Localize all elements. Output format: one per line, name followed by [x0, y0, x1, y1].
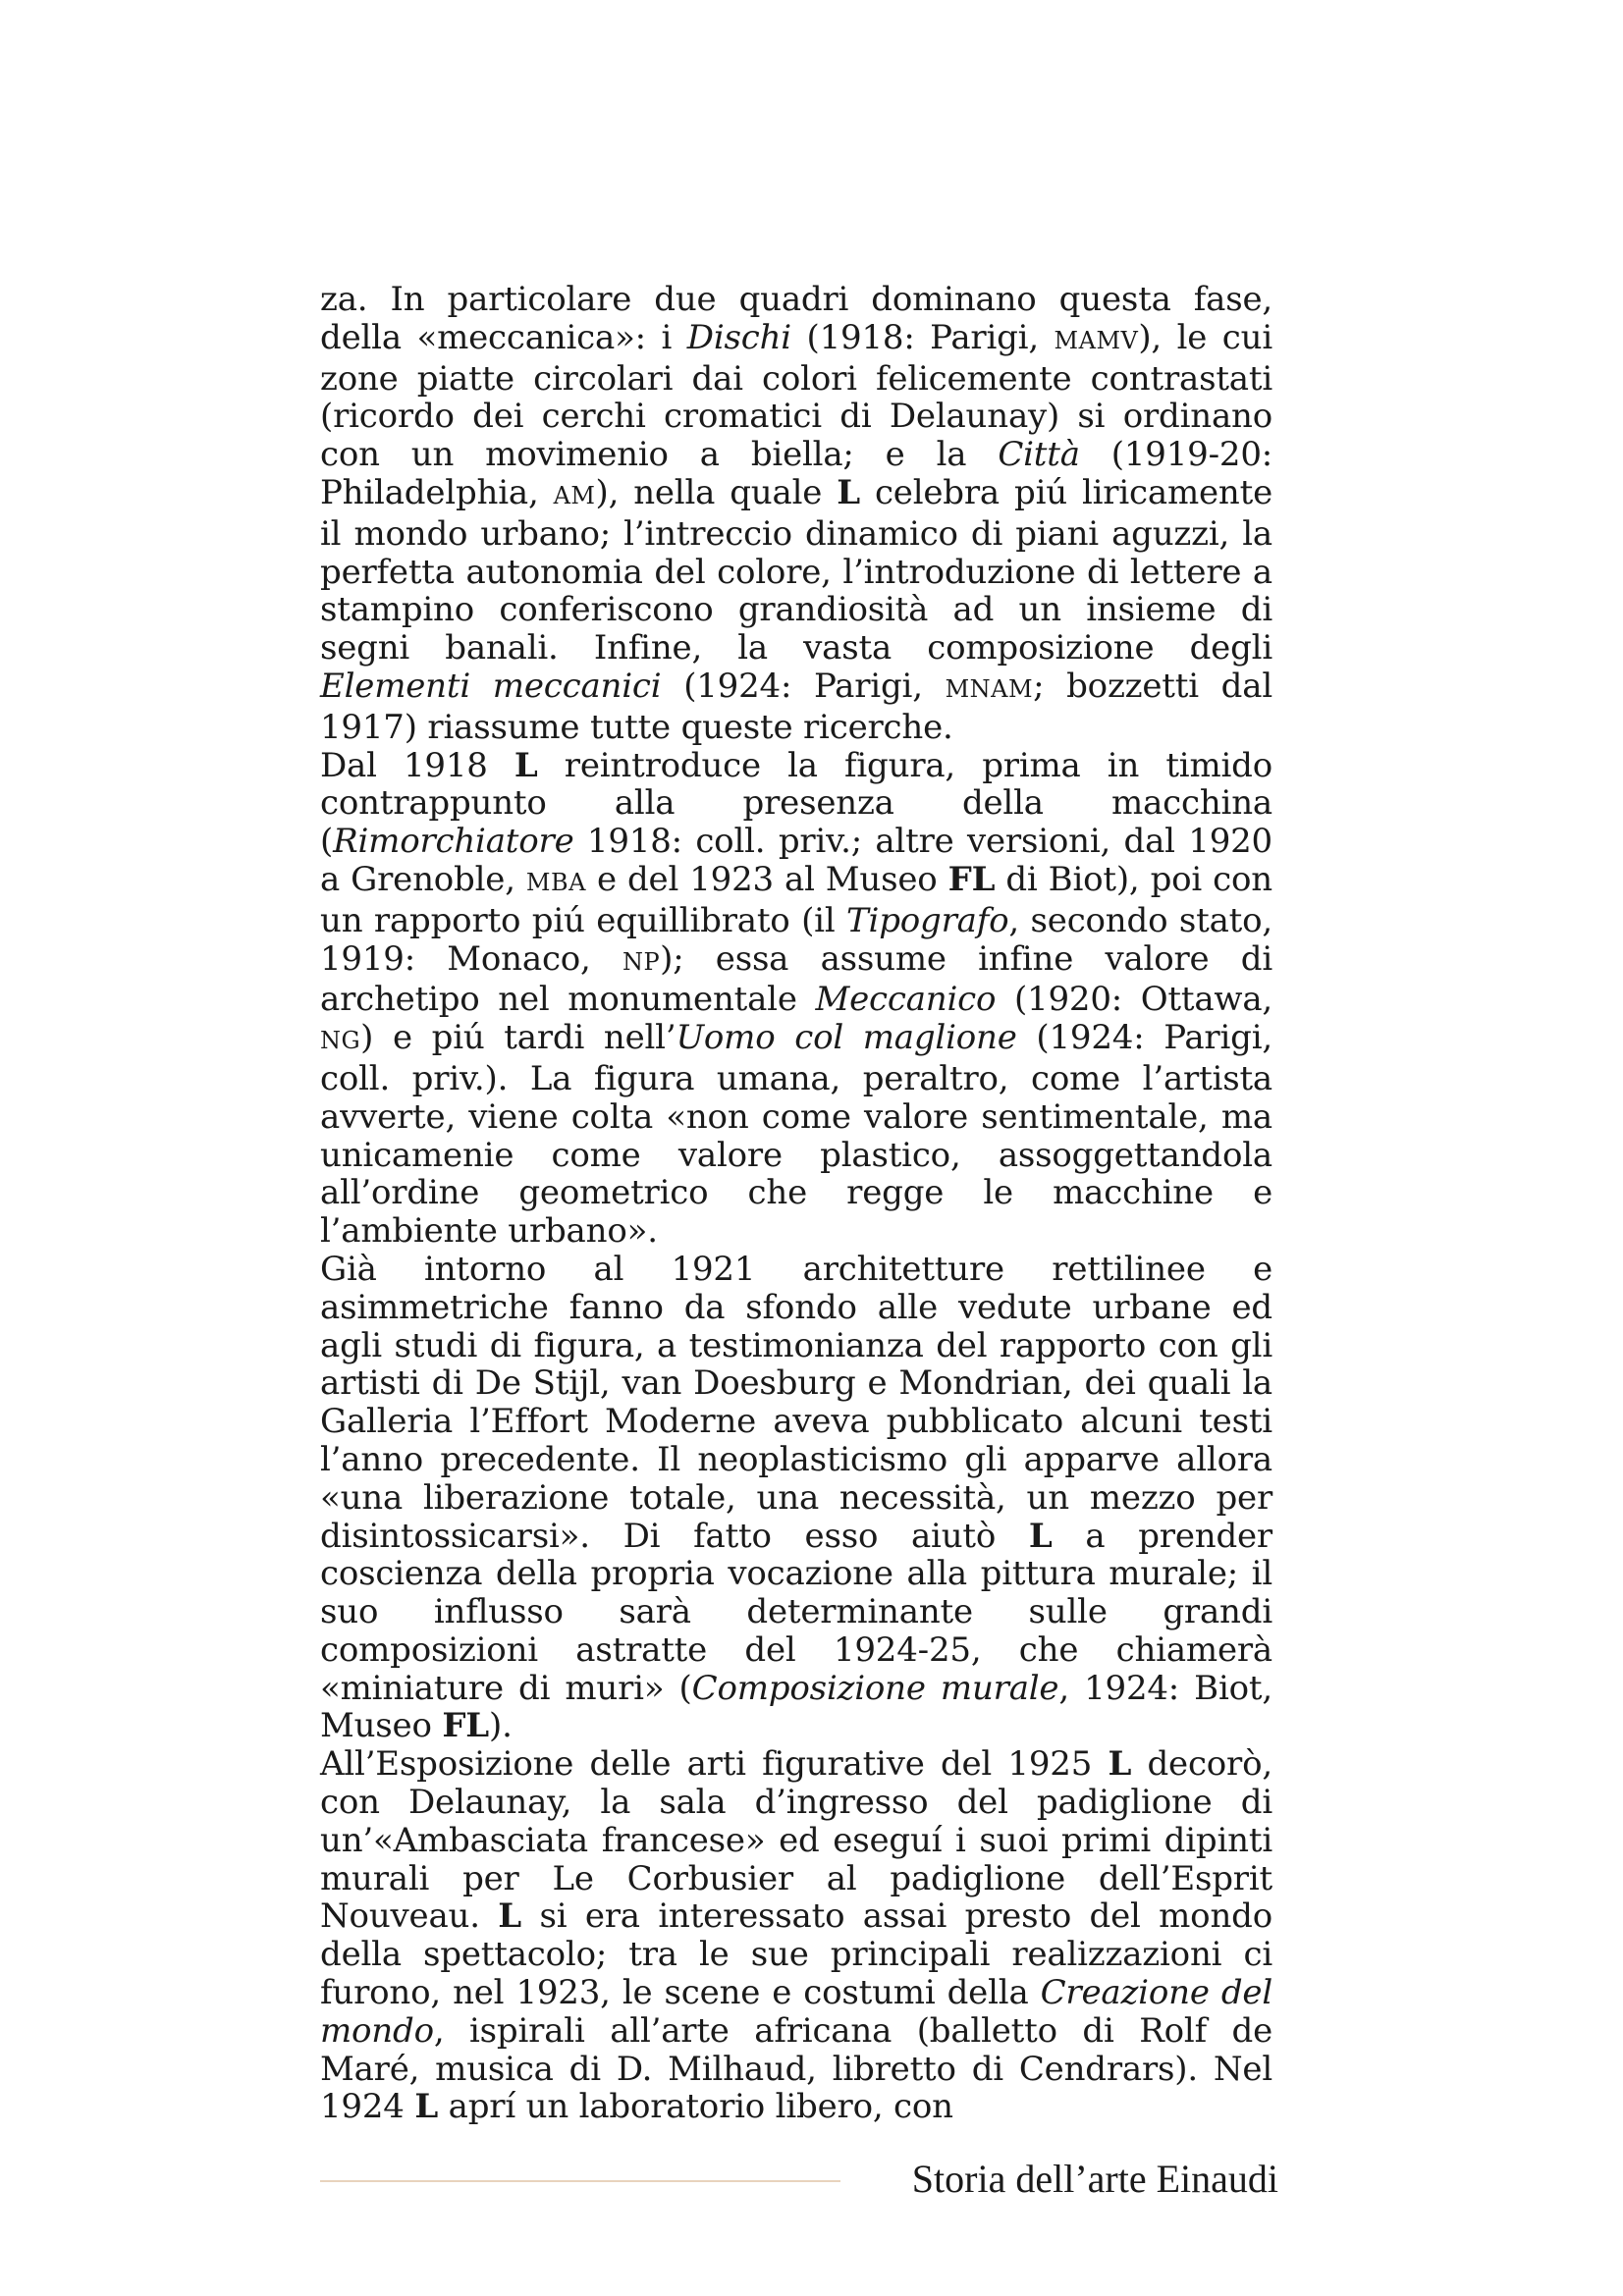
text-segment: ). [489, 1706, 513, 1746]
text-segment: Dischi [686, 317, 791, 357]
text-segment: (1924: Parigi, [661, 666, 946, 706]
text-segment: ), nella quale [595, 472, 838, 512]
text-segment: Tipografo [846, 900, 1009, 940]
text-segment: , 1924: Biot, Museo [320, 1668, 1272, 1746]
text-segment: (1919-20: Philadelphia, [320, 435, 1273, 512]
text-segment: NP [622, 947, 661, 976]
text-segment: L [414, 2087, 439, 2127]
text-segment: ), le cui zone piatte circolari dai colori felicemente contrastati (ricordo dei cerchi cromatici di Delaunay) si ordinano con un movimenio a biella; e la [320, 317, 1272, 475]
text-segment: aprí un laboratorio libero, con [438, 2087, 953, 2127]
paragraph [320, 747, 1272, 1251]
text-segment: Dal 1918 [320, 745, 514, 785]
footer-rule [320, 2180, 840, 2182]
body-text [320, 281, 1272, 2126]
footer-title: Storia dell’arte Einaudi [911, 2157, 1278, 2201]
text-segment: za. In particolare due quadri dominano questa fase, della «meccanica»: i [320, 280, 1272, 357]
text-segment: e del 1923 al Museo [585, 859, 948, 899]
text-segment: Creazione del mondo [320, 1973, 1272, 2051]
text-segment: (1920: Ottawa, [996, 980, 1272, 1020]
text-segment: (1918: Parigi, [790, 317, 1055, 357]
text-segment: Città [998, 435, 1080, 475]
paragraph [320, 1251, 1272, 1745]
text-segment: All’Esposizione delle arti figurative del 1925 [320, 1744, 1109, 1785]
text-segment: L [837, 472, 860, 512]
text-segment: ); essa assume infine valore di archetipo nel monumentale [320, 938, 1272, 1020]
text-segment: MNAM [945, 674, 1034, 703]
text-segment: a prender coscienza della propria vocazione alla pittura murale; il suo influsso sarà determinante sulle grandi composizioni astratte del 1924-25, che chiamerà «miniature di muri» ( [320, 1516, 1272, 1708]
text-segment: Elementi meccanici [320, 666, 662, 706]
text-segment: decorò, con Delaunay, la sala d’ingresso del padiglione di un’«Ambasciata francese» ed eseguí i suoi primi dipinti murali per Le Corbusier al padiglione dell’Esprit Nouveau. [320, 1744, 1272, 1937]
text-segment: FL [947, 859, 996, 899]
text-segment: (1924: Parigi, coll. priv.). La figura umana, peraltro, come l’artista avverte, viene colta «non come valore sentimentale, ma unicamenie come valore plastico, assoggettandola all’ordine geometrico che regge le macchine e l’ambiente urbano». [320, 1018, 1272, 1252]
text-segment: reintroduce la figura, prima in timido contrappunto alla presenza della macchina ( [320, 745, 1273, 862]
paragraph [320, 281, 1272, 747]
text-segment: Uomo col maglione [676, 1018, 1017, 1058]
text-segment: Meccanico [815, 980, 997, 1020]
text-segment: Composizione murale [691, 1668, 1059, 1708]
text-segment: celebra piú liricamente il mondo urbano; l’intreccio dinamico di piani aguzzi, la perfetta autonomia del colore, l’introduzione di lettere a stampino conferiscono grandiosità ad un insieme di segni banali. Infine, la vasta composizione degli [320, 472, 1272, 668]
text-segment: MAMV [1054, 326, 1139, 354]
text-segment: si era interessato assai presto del mondo della spettacolo; tra le sue principali realizzazioni ci furono, nel 1923, le scene e costumi della [320, 1896, 1272, 2013]
text-segment: , secondo stato, 1919: Monaco, [320, 900, 1272, 979]
text-segment: L [1028, 1516, 1053, 1556]
text-segment: , ispirali all’arte africana (balletto di Rolf de Maré, musica di D. Milhaud, libretto di Cendrars). Nel 1924 [320, 2010, 1272, 2127]
text-segment: ) e piú tardi nell’ [360, 1018, 676, 1058]
text-segment: NG [320, 1027, 361, 1055]
text-segment: L [498, 1896, 521, 1937]
text-segment: AM [553, 481, 596, 509]
text-segment: di Biot), poi con un rapporto piú equillibrato (il [320, 859, 1272, 940]
text-segment: MBA [525, 868, 586, 896]
text-segment: FL [442, 1706, 490, 1746]
paragraph [320, 1745, 1272, 2126]
text-segment: L [514, 745, 538, 785]
text-segment: 1918: coll. priv.; altre versioni, dal 1920 a Grenoble, [320, 822, 1272, 899]
text-segment: Già intorno al 1921 architetture rettilinee e asimmetriche fanno da sfondo alle vedute urbane ed agli studi di figura, a testimonianza del rapporto con gli artisti di De Stijl, van Doesburg e Mondrian, dei quali la Galleria l’Effort Moderne aveva pubblicato alcuni testi l’anno precedente. Il neoplasticismo gli apparve allora «una liberazione totale, una necessità, un mezzo per disintossicarsi». Di fatto esso aiutò [320, 1249, 1272, 1556]
text-segment: Rimorchiatore [333, 822, 574, 862]
text-segment: ; bozzetti dal 1917) riassume tutte queste ricerche. [320, 666, 1272, 747]
text-segment: L [1108, 1744, 1132, 1785]
